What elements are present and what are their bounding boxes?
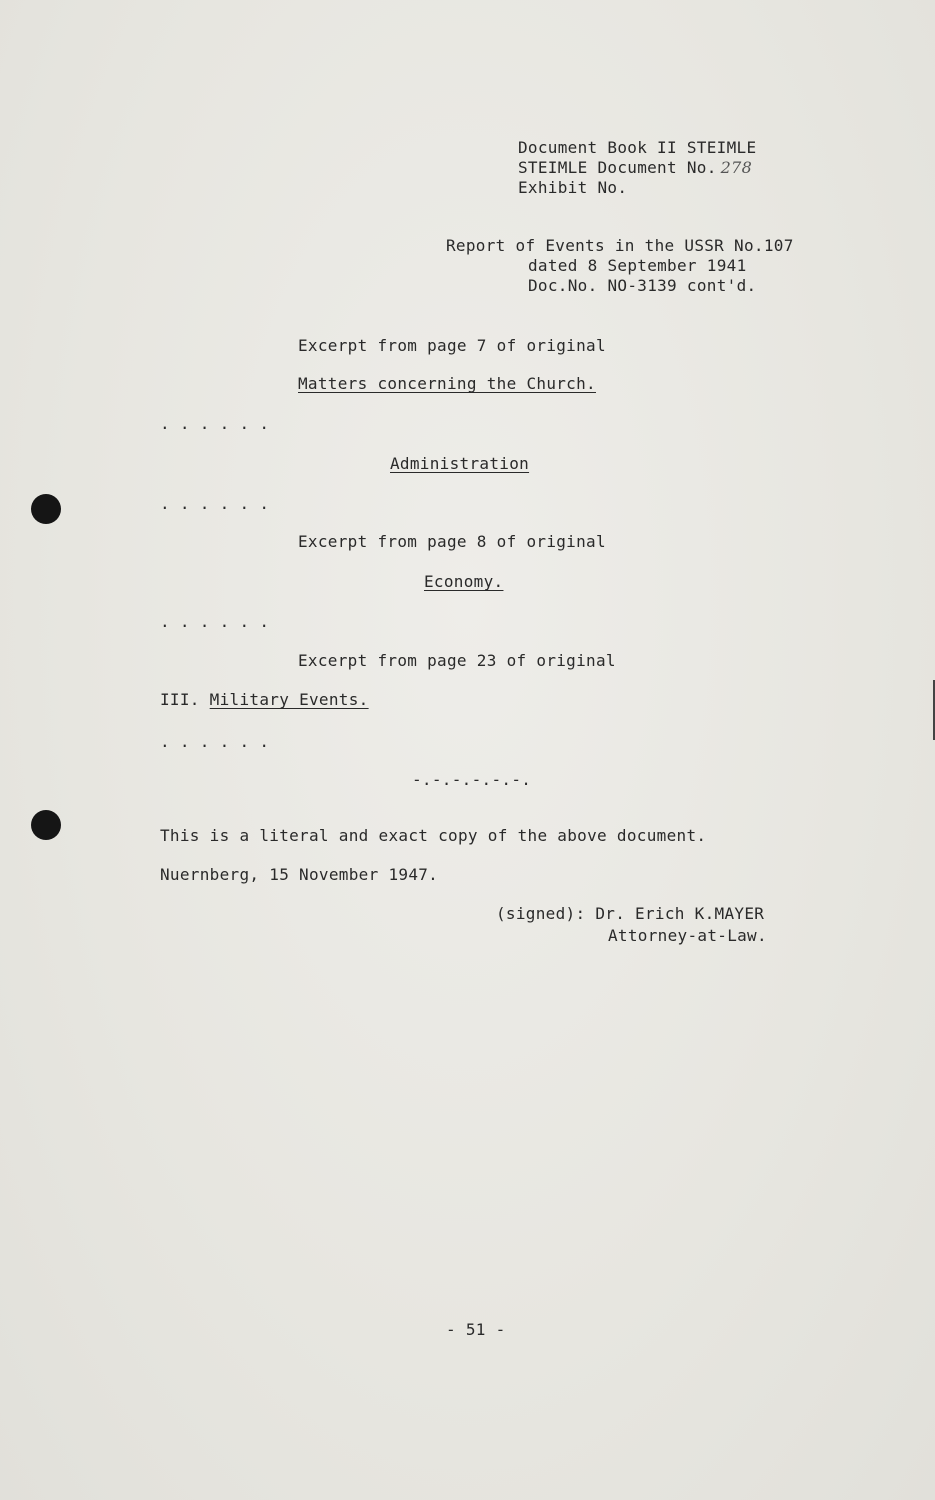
document-book-line: Document Book II STEIMLE — [518, 138, 757, 157]
signatory-title: Attorney-at-Law. — [608, 926, 767, 945]
signature-line: (signed): Dr. Erich K.MAYER — [496, 904, 765, 923]
handwritten-document-number: 278 — [720, 158, 753, 177]
heading-military-events: Military Events. — [209, 690, 369, 709]
heading-administration: Administration — [390, 454, 530, 473]
heading-church: Matters concerning the Church. — [298, 374, 596, 393]
ellipsis-dots-3: . . . . . . — [160, 612, 270, 631]
exhibit-line: Exhibit No. — [518, 178, 628, 197]
excerpt-page-8: Excerpt from page 8 of original — [298, 532, 606, 551]
heading-military-line — [160, 690, 369, 710]
document-number-line — [518, 158, 752, 178]
certification-statement: This is a literal and exact copy of the above document. — [160, 826, 707, 845]
report-doc-number-line: Doc.No. NO-3139 cont'd. — [528, 276, 757, 295]
ellipsis-dots-4: . . . . . . — [160, 732, 270, 751]
document-number-label: STEIMLE Document No. — [518, 158, 717, 177]
section-separator: -.-.-.-.-.-. — [412, 770, 532, 789]
page-number: - 51 - — [446, 1320, 506, 1339]
heading-military-prefix: III. — [160, 690, 200, 709]
ellipsis-dots-2: . . . . . . — [160, 494, 270, 513]
excerpt-page-7: Excerpt from page 7 of original — [298, 336, 606, 355]
certification-place-date: Nuernberg, 15 November 1947. — [160, 865, 439, 884]
punch-hole-bottom — [31, 810, 61, 840]
report-date-line: dated 8 September 1941 — [528, 256, 747, 275]
heading-economy: Economy. — [424, 572, 504, 591]
ellipsis-dots-1: . . . . . . — [160, 414, 270, 433]
excerpt-page-23: Excerpt from page 23 of original — [298, 651, 616, 670]
report-title-line: Report of Events in the USSR No.107 — [446, 236, 794, 255]
punch-hole-top — [31, 494, 61, 524]
